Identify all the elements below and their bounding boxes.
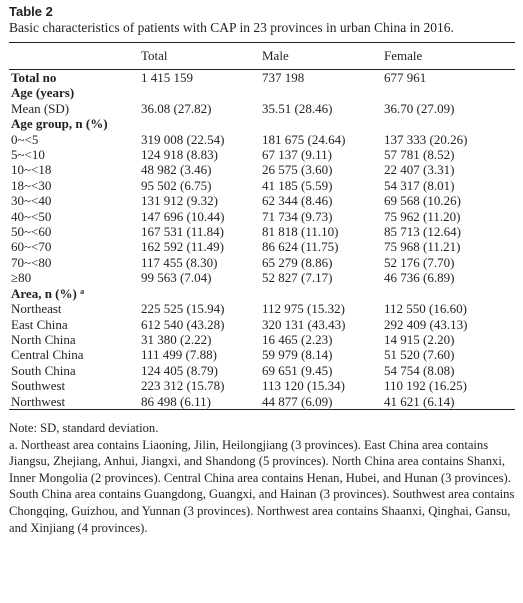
cell-total: 223 312 (15.78) [141,378,225,394]
table-row [9,85,515,100]
table-row [9,317,515,332]
cell-female: 75 968 (11.21) [384,239,461,255]
row-label: 0~<5 [11,131,39,147]
characteristics-table [9,43,515,409]
cell-female: 112 550 (16.60) [384,301,467,317]
cell-male: 65 279 (8.86) [262,254,333,270]
table-body [9,70,515,409]
row-label: Mean (SD) [11,100,70,116]
cell-male [262,85,384,100]
row-label: 50~<60 [11,224,52,240]
cell-female: 52 176 (7.70) [384,254,455,270]
table-notes [9,420,515,536]
table-row [9,239,515,254]
cell-total: 31 380 (2.22) [141,331,212,347]
row-label: Area, n (%) $^a$ [11,285,85,301]
cell-total: 48 982 (3.46) [141,162,212,178]
header-row [9,43,515,70]
row-label: Age group, n (%) [11,116,108,132]
cell-male: 71 734 (9.73) [262,208,333,224]
header-female: Female [384,48,423,63]
cell-female: 36.70 (27.09) [384,100,455,116]
cell-female: 57 781 (8.52) [384,147,455,163]
cell-female: 51 520 (7.60) [384,347,455,363]
table-row [9,193,515,208]
cell-total: 124 918 (8.83) [141,147,218,163]
cell-total: 162 592 (11.49) [141,239,224,255]
row-label: 60~<70 [11,239,52,255]
cell-total: 319 008 (22.54) [141,131,225,147]
row-label: Northeast [11,301,62,317]
cell-male: 52 827 (7.17) [262,270,333,286]
row-label: Northwest [11,393,66,409]
cell-female [384,286,515,301]
table-row [9,301,515,316]
cell-total: 131 912 (9.32) [141,193,218,209]
table-row [9,162,515,177]
cell-male: 81 818 (11.10) [262,224,339,240]
cell-total: 612 540 (43.28) [141,316,225,332]
cell-male: 737 198 [262,70,305,85]
table-caption: Basic characteristics of patients with CAP in 23 provinces in urban China in 2016. [9,20,454,35]
cell-female: 54 317 (8.01) [384,177,455,193]
cell-female: 677 961 [384,70,427,85]
cell-total: 36.08 (27.82) [141,100,212,116]
row-label: East China [11,316,68,332]
cell-male: 69 651 (9.45) [262,362,333,378]
header-blank [9,43,141,70]
cell-total: 147 696 (10.44) [141,208,225,224]
row-label: Age (years) [11,85,75,101]
cell-male: 112 975 (15.32) [262,301,345,317]
cell-male: 67 137 (9.11) [262,147,332,163]
row-label: 30~<40 [11,193,52,209]
cell-total [141,116,262,131]
cell-total: 86 498 (6.11) [141,393,211,409]
cell-female [384,85,515,100]
table-row [9,363,515,378]
table-row [9,270,515,285]
cell-female: 292 409 (43.13) [384,316,468,332]
cell-female: 69 568 (10.26) [384,193,461,209]
table-row [9,101,515,116]
row-label: Total no [11,70,57,85]
table-row [9,116,515,131]
cell-female: 54 754 (8.08) [384,362,455,378]
note-area: a. Northeast area contains Liaoning, Jilin, Heilongjiang (3 provinces). East China area contains Jiangsu, Zhejiang, Anhui, Jiangxi, and Shandong (5 provinces). North China area contains Shanxi, Inner Mongolia (2 provinces). Central China area contains Henan, Hubei, and Hunan (3 provinces). South China area contains Guangdong, Guangxi, and Hainan (3 provinces). Southwest area contains Chongqing, Guizhou, and Yunnan (3 provinces). Northwest area contains Shaanxi, Qinghai, Gansu, and Xinjiang (4 provinces). [9,437,515,535]
row-label: South China [11,362,76,378]
table-row [9,224,515,239]
cell-female: 46 736 (6.89) [384,270,455,286]
cell-male: 320 131 (43.43) [262,316,346,332]
cell-male: 113 120 (15.34) [262,378,345,394]
cell-male: 181 675 (24.64) [262,131,346,147]
table-row [9,378,515,393]
cell-female: 41 621 (6.14) [384,393,455,409]
table-row [9,347,515,362]
cell-total: 117 455 (8.30) [141,254,218,270]
table-row [9,178,515,193]
cell-male [262,116,384,131]
cell-total: 95 502 (6.75) [141,177,212,193]
header-male: Male [262,48,289,63]
cell-female [384,116,515,131]
row-label: 10~<18 [11,162,52,178]
cell-male: 44 877 (6.09) [262,393,333,409]
cell-female: 85 713 (12.64) [384,224,461,240]
cell-male [262,286,384,301]
table-row [9,286,515,301]
cell-male: 35.51 (28.46) [262,100,333,116]
row-label: 70~<80 [11,254,52,270]
cell-total [141,286,262,301]
table-row [9,394,515,409]
cell-male: 16 465 (2.23) [262,331,333,347]
row-label: Central China [11,347,84,363]
table-row [9,255,515,270]
note-sd: Note: SD, standard deviation. [9,420,159,435]
cell-total: 225 525 (15.94) [141,301,225,317]
cell-female: 110 192 (16.25) [384,378,467,394]
cell-female: 22 407 (3.31) [384,162,455,178]
cell-male: 59 979 (8.14) [262,347,333,363]
table-row [9,332,515,347]
cell-total: 99 563 (7.04) [141,270,212,286]
row-label: Southwest [11,378,66,394]
row-label: North China [11,331,76,347]
row-label: ≥80 [11,270,32,286]
table-row [9,70,515,86]
table-row [9,147,515,162]
cell-male: 86 624 (11.75) [262,239,339,255]
cell-total [141,85,262,100]
row-label: 40~<50 [11,208,52,224]
header-total: Total [141,48,168,63]
cell-female: 14 915 (2.20) [384,331,455,347]
row-label: 18~<30 [11,177,52,193]
cell-male: 62 344 (8.46) [262,193,333,209]
table-row [9,132,515,147]
footnote-marker: a [80,286,85,296]
row-label: 5~<10 [11,147,45,163]
cell-total: 111 499 (7.88) [141,347,217,363]
bottom-rule [9,409,515,410]
cell-male: 41 185 (5.59) [262,177,333,193]
cell-female: 137 333 (20.26) [384,131,468,147]
cell-total: 124 405 (8.79) [141,362,218,378]
cell-total: 1 415 159 [141,70,193,85]
cell-female: 75 962 (11.20) [384,208,461,224]
cell-male: 26 575 (3.60) [262,162,333,178]
table-row [9,209,515,224]
cell-total: 167 531 (11.84) [141,224,224,240]
table-label: Table 2 [9,4,53,19]
